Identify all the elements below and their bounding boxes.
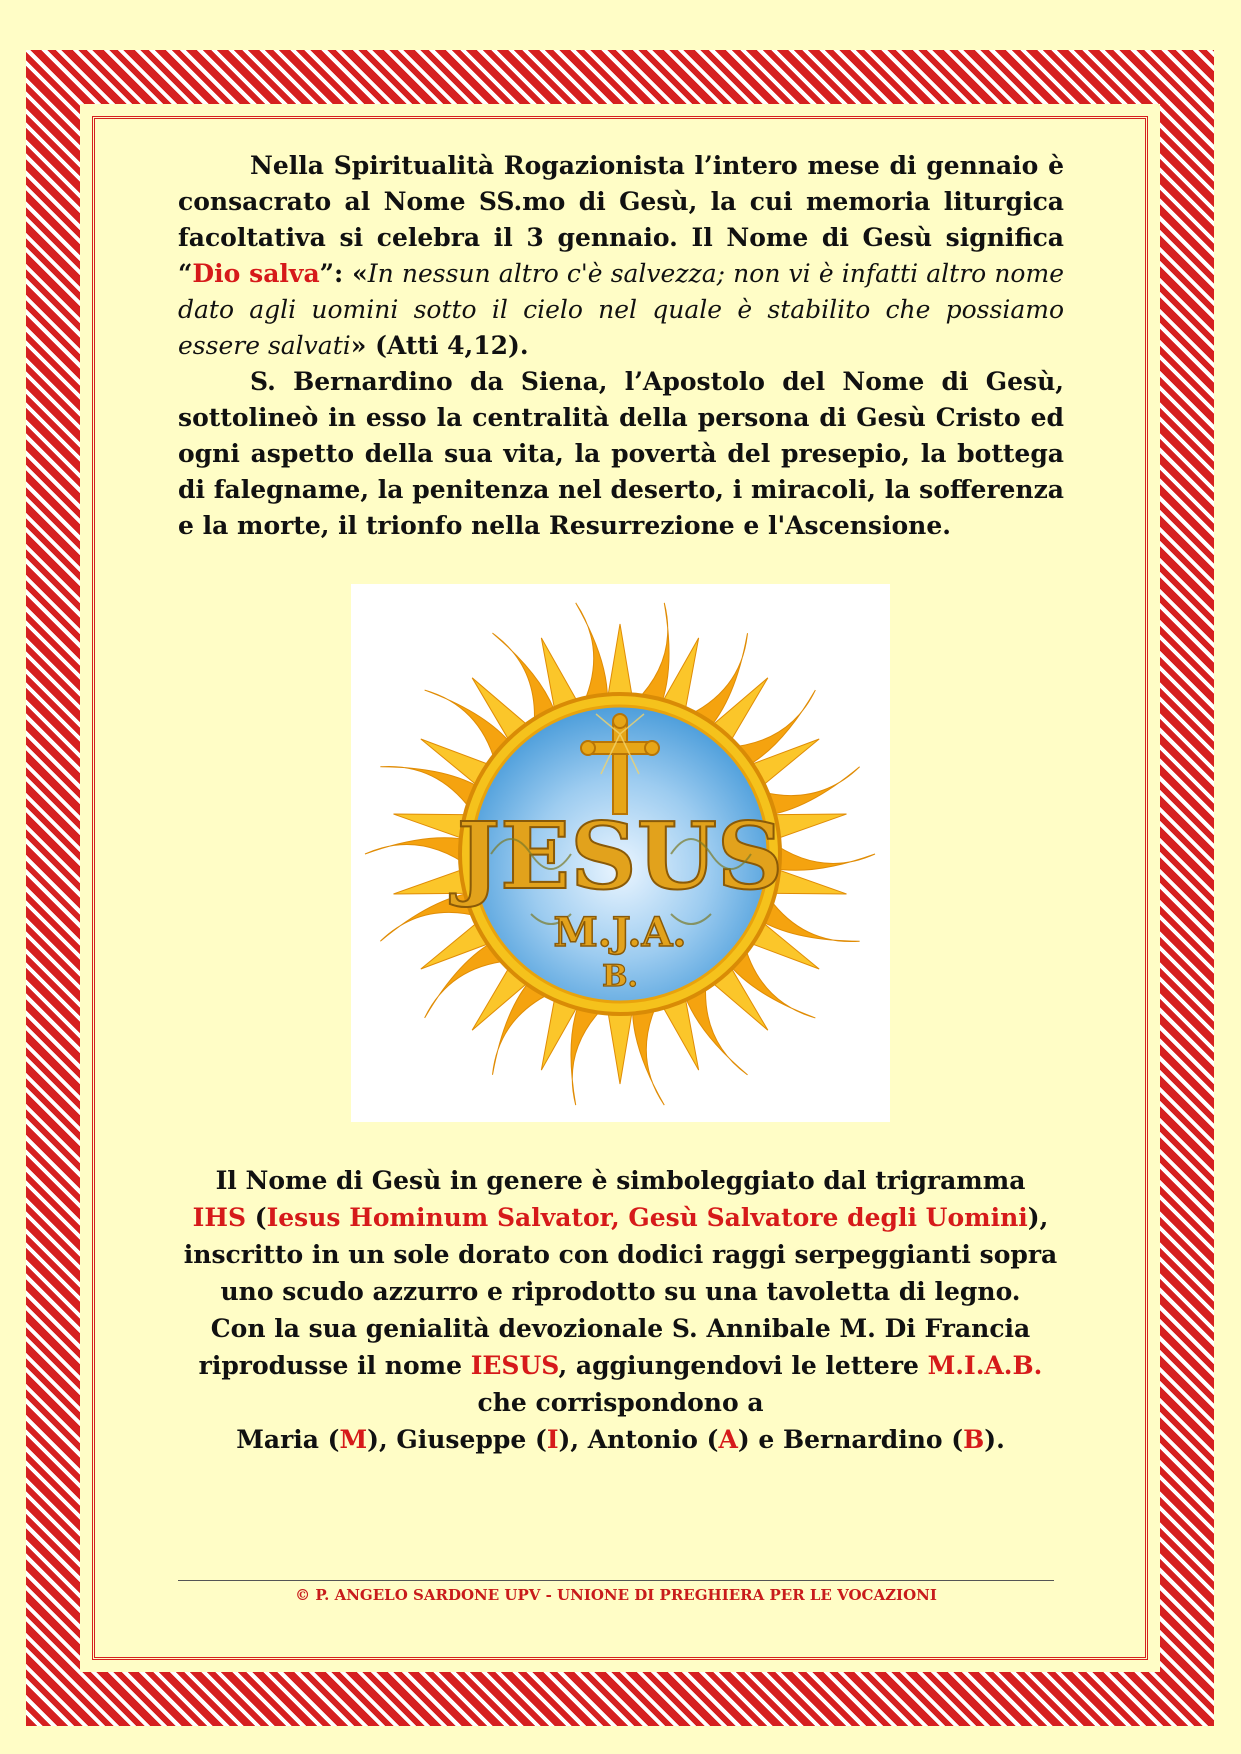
scripture-quote: In nessun altro c'è salvezza; non vi è infatti altro nome dato agli uomini sotto il cielo nel quale è stabilito che possiamo essere salvati bbox=[178, 259, 1064, 360]
sun-ray bbox=[365, 838, 471, 868]
trigram-explanation: Il Nome di Gesù in genere è simboleggiato dal trigramma IHS (Iesus Hominum Salvator, Gesù Salvatore degli Uomini), inscritto in un sole dorato con dodici raggi serpeggianti sopra uno scudo azzurro e riprodotto su una tavoletta di legno. Con la sua genialità devozionale S. Annibale M. Di Francia riprodusse il nome IESUS, aggiungendovi le lettere M.I.A.B. che corrispondono a Maria (M), Giuseppe (I), Antonio (A) e Bernardino (B). bbox=[140, 1162, 1101, 1458]
intro-paragraph-1: Nella Spiritualità Rogazionista l’intero mese di gennaio è consacrato al Nome SS.mo di Gesù, la cui memoria liturgica facoltativa si celebra il 3 gennaio. Il Nome di Gesù significa “Dio salva”: «In nessun altro c'è salvezza; non vi è infatti altro nome dato agli uomini sotto il cielo nel quale è stabilito che possiamo essere salvati» (Atti 4,12). bbox=[178, 151, 1064, 360]
emblem-name-text: JESUS bbox=[456, 802, 784, 910]
footer-credit: © P. ANGELO SARDONE UPV - UNIONE DI PREGHIERA PER LE VOCAZIONI bbox=[295, 1586, 937, 1604]
footer-divider bbox=[178, 1580, 1054, 1581]
emblem-letter-b: B. bbox=[602, 959, 638, 994]
miab-names: Maria (M), Giuseppe (I), Antonio (A) e Bernardino (B). bbox=[236, 1425, 1005, 1454]
intro-text bbox=[178, 148, 1064, 544]
dio-salva-highlight: Dio salva bbox=[192, 259, 320, 288]
sun-emblem-icon bbox=[351, 584, 890, 1122]
jesus-emblem bbox=[351, 584, 890, 1122]
emblem-letters: M.J.A. bbox=[553, 909, 687, 956]
intro-paragraph-2: S. Bernardino da Siena, l’Apostolo del Nome di Gesù, sottolineò in esso la centralità della persona di Gesù Cristo ed ogni aspetto della sua vita, la povertà del presepio, la bottega di falegname, la penitenza nel deserto, i miracoli, la sofferenza e la morte, il trionfo nella Resurrezione e l'Ascensione. bbox=[178, 367, 1064, 540]
sun-ray bbox=[769, 841, 875, 871]
